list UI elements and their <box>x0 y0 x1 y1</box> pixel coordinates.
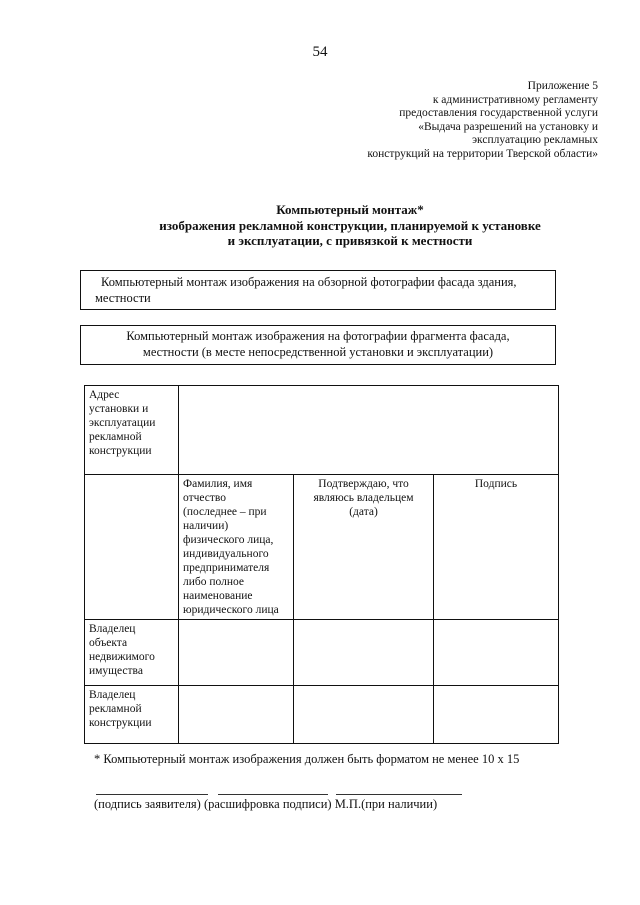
label-line: Адрес <box>89 389 120 401</box>
header-line: индивидуального <box>183 548 269 560</box>
header-line: наименование <box>183 590 253 602</box>
label-line: Владелец <box>89 623 136 635</box>
box-text-line: Компьютерный монтаж изображения на фотографии фрагмента фасада, <box>126 329 510 343</box>
box-text-line: Компьютерный монтаж изображения на обзорной фотографии фасада здания, <box>101 275 517 289</box>
label-line: недвижимого <box>89 651 155 663</box>
header-line: Подтверждаю, что <box>318 478 409 490</box>
document-title <box>90 202 610 249</box>
empty-cell <box>294 686 434 744</box>
empty-cell <box>294 620 434 686</box>
header-line: Подпись <box>474 478 518 490</box>
header-line: (дата) <box>349 506 378 518</box>
header-line: (последнее – при <box>183 506 267 518</box>
signature-line <box>96 794 208 795</box>
owners-table <box>84 385 559 744</box>
title-line: и эксплуатации, с привязкой к местности <box>227 233 473 249</box>
header-line: юридического лица <box>183 604 279 616</box>
header-line: физического лица, <box>183 534 274 546</box>
appendix-line: Приложение 5 <box>527 80 598 92</box>
confirm-header-cell <box>294 475 434 620</box>
row-label-cell <box>85 686 179 744</box>
signature-header-cell <box>434 475 559 620</box>
table-row-header <box>85 475 559 620</box>
table-row <box>85 686 559 744</box>
fragment-photo-box <box>80 325 556 365</box>
header-line: либо полное <box>183 576 245 588</box>
appendix-line: к административному регламенту <box>432 93 598 106</box>
label-line: конструкции <box>89 445 152 457</box>
row-label-cell <box>85 620 179 686</box>
box-text-line: местности <box>95 290 151 305</box>
header-line: являюсь владельцем <box>313 492 414 504</box>
address-label-cell <box>85 386 179 475</box>
appendix-line: «Выдача разрешений на установку и <box>418 120 598 133</box>
table-row-address <box>85 386 559 475</box>
box-text-line: местности (в месте непосредственной установки и эксплуатации) <box>142 344 494 359</box>
label-line: установки и <box>89 403 149 415</box>
empty-cell <box>179 686 294 744</box>
label-line: имущества <box>89 665 143 677</box>
footnote: * Компьютерный монтаж изображения должен быть форматом не менее 10 х 15 <box>94 752 520 766</box>
appendix-line: конструкций на территории Тверской области» <box>367 147 598 160</box>
header-line: отчество <box>183 492 227 504</box>
empty-cell <box>434 620 559 686</box>
empty-header-cell <box>85 475 179 620</box>
table-row <box>85 620 559 686</box>
label-line: Владелец <box>89 689 136 701</box>
appendix-line: эксплуатацию рекламных <box>472 134 598 147</box>
appendix-line: предоставления государственной услуги <box>399 107 598 120</box>
signature-caption: (подпись заявителя) (расшифровка подписи) М.П.(при наличии) <box>94 797 438 811</box>
address-value-cell <box>179 386 559 475</box>
title-line: Компьютерный монтаж* <box>276 202 424 217</box>
appendix-header <box>318 80 598 162</box>
header-line: Фамилия, имя <box>183 478 253 490</box>
empty-cell <box>179 620 294 686</box>
label-line: объекта <box>89 637 128 649</box>
label-line: рекламной <box>89 431 142 443</box>
signature-decoding-line <box>218 794 328 795</box>
title-line: изображения рекламной конструкции, планируемой к установке <box>159 217 541 233</box>
header-line: наличии) <box>183 520 229 532</box>
header-line: предпринимателя <box>183 562 270 574</box>
label-line: эксплуатации <box>89 417 156 429</box>
page-number: 54 <box>312 44 328 60</box>
empty-cell <box>434 686 559 744</box>
label-line: конструкции <box>89 717 152 729</box>
name-header-cell <box>179 475 294 620</box>
overview-photo-box <box>80 270 556 310</box>
seal-line <box>336 794 462 795</box>
label-line: рекламной <box>89 703 142 715</box>
